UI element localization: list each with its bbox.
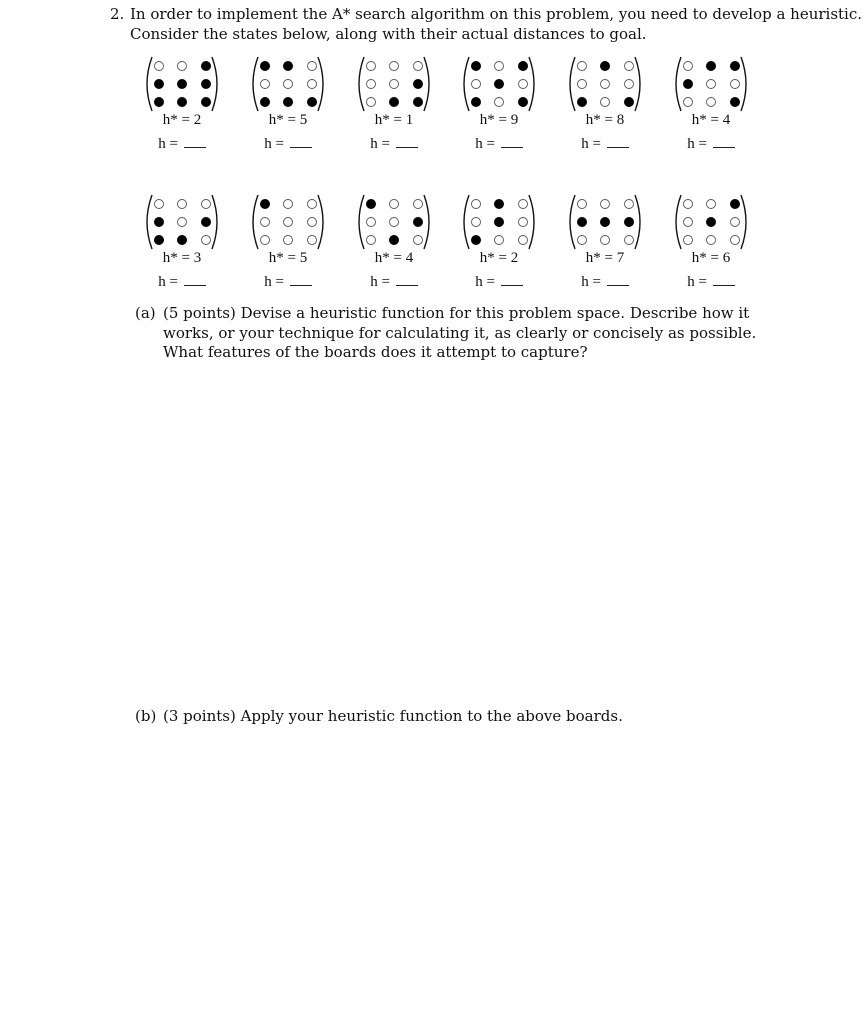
left-paren bbox=[570, 57, 575, 111]
filled-dot bbox=[201, 97, 211, 107]
empty-dot bbox=[308, 218, 317, 227]
h-blank bbox=[140, 135, 224, 153]
filled-dot bbox=[494, 199, 504, 209]
hstar-number: 1 bbox=[405, 112, 414, 128]
empty-dot bbox=[519, 200, 528, 209]
filled-dot bbox=[730, 199, 740, 209]
board-11 bbox=[563, 193, 647, 289]
right-paren bbox=[635, 57, 640, 111]
filled-dot bbox=[177, 235, 187, 245]
empty-dot bbox=[601, 98, 610, 107]
hstar-value bbox=[669, 250, 753, 267]
answer-blank[interactable] bbox=[607, 273, 629, 286]
filled-dot bbox=[413, 79, 423, 89]
hstar-prefix: h* = bbox=[479, 112, 511, 128]
hstar-value bbox=[246, 112, 330, 129]
h-blank bbox=[669, 273, 753, 291]
board-row-1 bbox=[0, 55, 863, 155]
empty-dot bbox=[684, 236, 693, 245]
hstar-number: 5 bbox=[299, 112, 308, 128]
filled-dot bbox=[683, 79, 693, 89]
hstar-number: 5 bbox=[299, 250, 308, 266]
empty-dot bbox=[684, 200, 693, 209]
empty-dot bbox=[390, 200, 399, 209]
filled-dot bbox=[366, 199, 376, 209]
board-matrix bbox=[246, 193, 330, 251]
filled-dot bbox=[471, 61, 481, 71]
answer-blank[interactable] bbox=[501, 135, 523, 148]
filled-dot bbox=[600, 217, 610, 227]
board-8 bbox=[246, 193, 330, 289]
left-paren bbox=[253, 195, 258, 249]
hstar-number: 7 bbox=[616, 250, 625, 266]
h-prefix: h = bbox=[158, 274, 182, 290]
h-prefix: h = bbox=[264, 136, 288, 152]
board-matrix bbox=[669, 55, 753, 113]
filled-dot bbox=[730, 61, 740, 71]
empty-dot bbox=[495, 236, 504, 245]
h-prefix: h = bbox=[581, 136, 605, 152]
filled-dot bbox=[283, 97, 293, 107]
empty-dot bbox=[472, 80, 481, 89]
filled-dot bbox=[706, 61, 716, 71]
question-number: 2. bbox=[110, 5, 125, 23]
empty-dot bbox=[414, 200, 423, 209]
empty-dot bbox=[261, 236, 270, 245]
answer-blank[interactable] bbox=[501, 273, 523, 286]
empty-dot bbox=[308, 80, 317, 89]
board-row-2 bbox=[0, 193, 863, 293]
filled-dot bbox=[154, 79, 164, 89]
board-matrix bbox=[140, 193, 224, 251]
empty-dot bbox=[625, 236, 634, 245]
answer-blank[interactable] bbox=[713, 273, 735, 286]
empty-dot bbox=[367, 218, 376, 227]
question-intro bbox=[110, 4, 863, 44]
h-blank bbox=[352, 273, 436, 291]
hstar-number: 6 bbox=[722, 250, 731, 266]
empty-dot bbox=[495, 98, 504, 107]
empty-dot bbox=[284, 218, 293, 227]
empty-dot bbox=[707, 200, 716, 209]
h-prefix: h = bbox=[370, 136, 394, 152]
h-blank bbox=[457, 135, 541, 153]
board-matrix bbox=[563, 55, 647, 113]
left-paren bbox=[147, 195, 152, 249]
filled-dot bbox=[577, 217, 587, 227]
board-matrix bbox=[246, 55, 330, 113]
right-paren bbox=[318, 57, 323, 111]
empty-dot bbox=[578, 200, 587, 209]
right-paren bbox=[529, 195, 534, 249]
filled-dot bbox=[413, 97, 423, 107]
h-blank bbox=[246, 135, 330, 153]
filled-dot bbox=[706, 217, 716, 227]
hstar-prefix: h* = bbox=[691, 250, 723, 266]
question-line-1: In order to implement the A* search algorithm on this problem, you need to develop a heuristic. bbox=[130, 5, 863, 23]
hstar-prefix: h* = bbox=[162, 112, 194, 128]
hstar-value bbox=[140, 112, 224, 129]
board-4 bbox=[457, 55, 541, 151]
h-blank bbox=[563, 135, 647, 153]
empty-dot bbox=[707, 236, 716, 245]
right-paren bbox=[635, 195, 640, 249]
empty-dot bbox=[308, 200, 317, 209]
filled-dot bbox=[154, 235, 164, 245]
empty-dot bbox=[625, 200, 634, 209]
left-paren bbox=[464, 195, 469, 249]
part-a bbox=[135, 304, 775, 363]
right-paren bbox=[212, 57, 217, 111]
empty-dot bbox=[367, 98, 376, 107]
filled-dot bbox=[260, 61, 270, 71]
board-matrix bbox=[352, 55, 436, 113]
empty-dot bbox=[308, 62, 317, 71]
empty-dot bbox=[472, 200, 481, 209]
h-blank bbox=[457, 273, 541, 291]
left-paren bbox=[570, 195, 575, 249]
left-paren bbox=[359, 57, 364, 111]
empty-dot bbox=[178, 218, 187, 227]
hstar-value bbox=[352, 112, 436, 129]
hstar-prefix: h* = bbox=[585, 112, 617, 128]
empty-dot bbox=[202, 200, 211, 209]
answer-blank[interactable] bbox=[290, 135, 312, 148]
empty-dot bbox=[178, 62, 187, 71]
empty-dot bbox=[519, 80, 528, 89]
hstar-prefix: h* = bbox=[585, 250, 617, 266]
h-prefix: h = bbox=[158, 136, 182, 152]
answer-blank[interactable] bbox=[184, 135, 206, 148]
empty-dot bbox=[519, 236, 528, 245]
filled-dot bbox=[389, 235, 399, 245]
filled-dot bbox=[577, 97, 587, 107]
filled-dot bbox=[307, 97, 317, 107]
empty-dot bbox=[578, 80, 587, 89]
board-matrix bbox=[457, 55, 541, 113]
empty-dot bbox=[601, 80, 610, 89]
left-paren bbox=[676, 57, 681, 111]
hstar-value bbox=[457, 112, 541, 129]
answer-blank[interactable] bbox=[290, 273, 312, 286]
right-paren bbox=[741, 195, 746, 249]
board-matrix bbox=[669, 193, 753, 251]
filled-dot bbox=[624, 97, 634, 107]
board-matrix bbox=[140, 55, 224, 113]
filled-dot bbox=[494, 79, 504, 89]
empty-dot bbox=[261, 80, 270, 89]
hstar-prefix: h* = bbox=[691, 112, 723, 128]
hstar-prefix: h* = bbox=[374, 112, 406, 128]
empty-dot bbox=[731, 80, 740, 89]
filled-dot bbox=[624, 217, 634, 227]
empty-dot bbox=[472, 218, 481, 227]
empty-dot bbox=[155, 62, 164, 71]
hstar-number: 4 bbox=[405, 250, 414, 266]
board-3 bbox=[352, 55, 436, 151]
empty-dot bbox=[601, 200, 610, 209]
filled-dot bbox=[260, 199, 270, 209]
left-paren bbox=[147, 57, 152, 111]
h-blank bbox=[563, 273, 647, 291]
answer-blank[interactable] bbox=[713, 135, 735, 148]
empty-dot bbox=[284, 236, 293, 245]
answer-blank[interactable] bbox=[607, 135, 629, 148]
left-paren bbox=[464, 57, 469, 111]
hstar-prefix: h* = bbox=[268, 112, 300, 128]
filled-dot bbox=[518, 97, 528, 107]
board-matrix bbox=[457, 193, 541, 251]
left-paren bbox=[359, 195, 364, 249]
filled-dot bbox=[177, 97, 187, 107]
hstar-number: 2 bbox=[193, 112, 202, 128]
right-paren bbox=[318, 195, 323, 249]
answer-blank[interactable] bbox=[396, 135, 418, 148]
empty-dot bbox=[578, 62, 587, 71]
part-b bbox=[135, 707, 775, 727]
part-b-text: (3 points) Apply your heuristic function to the above boards. bbox=[163, 707, 623, 725]
hstar-value bbox=[669, 112, 753, 129]
board-1 bbox=[140, 55, 224, 151]
filled-dot bbox=[177, 79, 187, 89]
empty-dot bbox=[707, 98, 716, 107]
empty-dot bbox=[519, 218, 528, 227]
right-paren bbox=[212, 195, 217, 249]
empty-dot bbox=[367, 236, 376, 245]
empty-dot bbox=[390, 218, 399, 227]
filled-dot bbox=[201, 61, 211, 71]
right-paren bbox=[424, 57, 429, 111]
hstar-prefix: h* = bbox=[479, 250, 511, 266]
hstar-prefix: h* = bbox=[374, 250, 406, 266]
filled-dot bbox=[518, 61, 528, 71]
hstar-value bbox=[140, 250, 224, 267]
hstar-value bbox=[563, 112, 647, 129]
filled-dot bbox=[494, 217, 504, 227]
filled-dot bbox=[201, 217, 211, 227]
empty-dot bbox=[414, 62, 423, 71]
h-blank bbox=[352, 135, 436, 153]
hstar-value bbox=[563, 250, 647, 267]
empty-dot bbox=[261, 218, 270, 227]
filled-dot bbox=[471, 235, 481, 245]
empty-dot bbox=[578, 236, 587, 245]
board-10 bbox=[457, 193, 541, 289]
hstar-number: 4 bbox=[722, 112, 731, 128]
filled-dot bbox=[201, 79, 211, 89]
board-matrix bbox=[352, 193, 436, 251]
filled-dot bbox=[154, 97, 164, 107]
board-5 bbox=[563, 55, 647, 151]
left-paren bbox=[253, 57, 258, 111]
empty-dot bbox=[707, 80, 716, 89]
empty-dot bbox=[284, 80, 293, 89]
board-7 bbox=[140, 193, 224, 289]
filled-dot bbox=[413, 217, 423, 227]
empty-dot bbox=[684, 218, 693, 227]
h-prefix: h = bbox=[687, 136, 711, 152]
hstar-value bbox=[246, 250, 330, 267]
part-a-label: (a) bbox=[135, 304, 156, 322]
empty-dot bbox=[202, 236, 211, 245]
empty-dot bbox=[155, 200, 164, 209]
filled-dot bbox=[600, 61, 610, 71]
empty-dot bbox=[601, 236, 610, 245]
empty-dot bbox=[390, 62, 399, 71]
filled-dot bbox=[389, 97, 399, 107]
h-prefix: h = bbox=[475, 136, 499, 152]
filled-dot bbox=[283, 61, 293, 71]
empty-dot bbox=[625, 80, 634, 89]
board-6 bbox=[669, 55, 753, 151]
h-blank bbox=[669, 135, 753, 153]
filled-dot bbox=[730, 97, 740, 107]
right-paren bbox=[424, 195, 429, 249]
part-b-label: (b) bbox=[135, 707, 157, 725]
board-2 bbox=[246, 55, 330, 151]
answer-blank[interactable] bbox=[184, 273, 206, 286]
empty-dot bbox=[390, 80, 399, 89]
h-prefix: h = bbox=[264, 274, 288, 290]
board-matrix bbox=[563, 193, 647, 251]
right-paren bbox=[741, 57, 746, 111]
empty-dot bbox=[284, 200, 293, 209]
right-paren bbox=[529, 57, 534, 111]
hstar-number: 8 bbox=[616, 112, 625, 128]
empty-dot bbox=[367, 80, 376, 89]
filled-dot bbox=[154, 217, 164, 227]
left-paren bbox=[676, 195, 681, 249]
empty-dot bbox=[178, 200, 187, 209]
empty-dot bbox=[495, 62, 504, 71]
board-9 bbox=[352, 193, 436, 289]
h-prefix: h = bbox=[581, 274, 605, 290]
empty-dot bbox=[308, 236, 317, 245]
empty-dot bbox=[731, 218, 740, 227]
empty-dot bbox=[367, 62, 376, 71]
h-prefix: h = bbox=[475, 274, 499, 290]
hstar-number: 2 bbox=[510, 250, 519, 266]
hstar-number: 3 bbox=[193, 250, 202, 266]
hstar-value bbox=[352, 250, 436, 267]
empty-dot bbox=[731, 236, 740, 245]
h-blank bbox=[140, 273, 224, 291]
question-line-2: Consider the states below, along with their actual distances to goal. bbox=[130, 25, 647, 43]
empty-dot bbox=[684, 62, 693, 71]
hstar-value bbox=[457, 250, 541, 267]
part-a-text: (5 points) Devise a heuristic function for this problem space. Describe how it works, or your technique for calculating it, as clearly or concisely as possible. What features of the boards does it attempt to capture? bbox=[163, 304, 757, 361]
empty-dot bbox=[684, 98, 693, 107]
answer-blank[interactable] bbox=[396, 273, 418, 286]
h-prefix: h = bbox=[687, 274, 711, 290]
filled-dot bbox=[260, 97, 270, 107]
empty-dot bbox=[625, 62, 634, 71]
empty-dot bbox=[414, 236, 423, 245]
board-12 bbox=[669, 193, 753, 289]
hstar-prefix: h* = bbox=[268, 250, 300, 266]
hstar-prefix: h* = bbox=[162, 250, 194, 266]
h-blank bbox=[246, 273, 330, 291]
h-prefix: h = bbox=[370, 274, 394, 290]
hstar-number: 9 bbox=[510, 112, 519, 128]
filled-dot bbox=[471, 97, 481, 107]
